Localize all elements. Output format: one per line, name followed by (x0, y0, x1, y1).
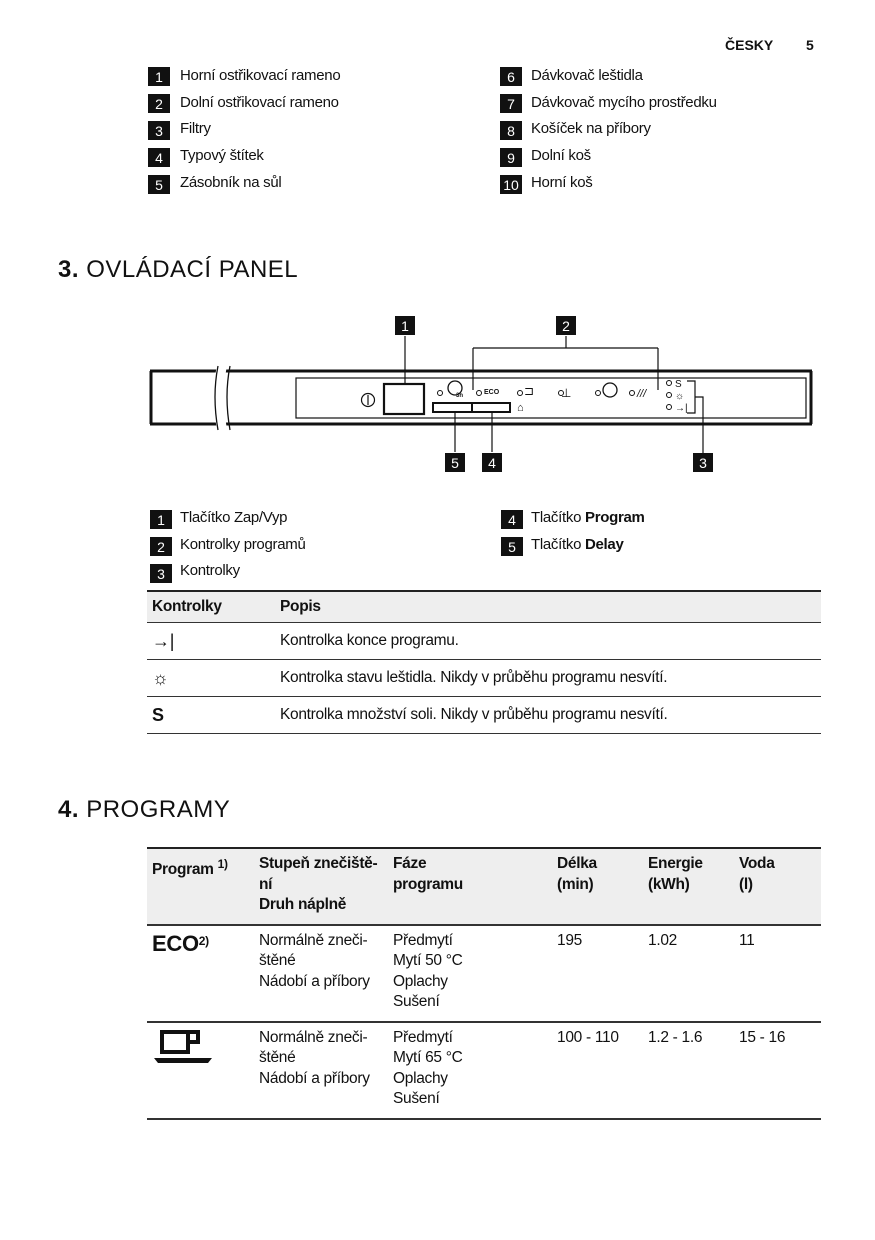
section-title: PROGRAMY (86, 796, 231, 823)
table-header (147, 591, 821, 623)
legend-label: Dolní ostřikovací rameno (180, 94, 339, 111)
legend-number: 4 (148, 148, 170, 167)
page-number: 5 (806, 37, 814, 53)
header-text: programu (393, 875, 463, 893)
cell-text: Předmytí (393, 931, 453, 949)
legend-label: Dolní koš (531, 147, 591, 164)
water-cell: 15 - 16 (739, 1028, 786, 1046)
svg-text:S: S (675, 379, 682, 390)
program-eco (147, 925, 254, 1022)
button-name: Program (584, 509, 645, 526)
section-heading-programs (58, 796, 230, 824)
cell-text: Nádobí a příbory (259, 972, 370, 990)
button-name: Delay (584, 536, 624, 553)
svg-text:⊐: ⊐ (524, 384, 535, 398)
callout-2: 2 (562, 318, 570, 334)
svg-text:⊥: ⊥ (561, 386, 572, 400)
legend-number: 2 (150, 537, 172, 556)
column-header-program (147, 848, 254, 925)
section-heading-control-panel (58, 256, 298, 284)
cell-text: Sušení (393, 993, 440, 1010)
cell-text: Oplachy (393, 972, 448, 990)
column-header-duration (552, 848, 643, 925)
cell-text: Předmytí (393, 1028, 453, 1046)
eco-label: ECO (484, 389, 500, 396)
rinse-aid-icon: ☼ (152, 667, 169, 688)
svg-text:☼: ☼ (675, 391, 685, 402)
footnote-ref: 2) (198, 933, 209, 948)
section-title: OVLÁDACÍ PANEL (86, 256, 299, 283)
program-name: ECO (152, 930, 199, 956)
legend-label: Dávkovač mycího prostředku (531, 94, 717, 111)
phases-cell (388, 1022, 552, 1119)
cell-text: Nádobí a příbory (259, 1069, 370, 1087)
legend-number: 5 (148, 175, 170, 194)
column-header-energy (643, 848, 734, 925)
cup-icon (152, 1028, 214, 1066)
legend-number: 1 (148, 67, 170, 86)
callout-1: 1 (401, 318, 409, 334)
callout-3: 3 (699, 455, 707, 471)
programs-table (147, 847, 821, 1120)
indicators-table (147, 590, 821, 734)
header-text: Program (152, 861, 214, 879)
cell-text: Normálně zneči- (259, 931, 368, 949)
table-row (147, 697, 821, 734)
legend-label: Typový štítek (180, 147, 264, 164)
energy-cell: 1.2 - 1.6 (648, 1028, 703, 1046)
header-text: ní (259, 875, 273, 893)
cell-text: štěné (259, 952, 296, 969)
column-header-soil (254, 848, 388, 925)
legend-label: Tlačítko Zap/Vyp (180, 509, 288, 526)
legend-label: Filtry (180, 120, 211, 137)
cell-text: štěné (259, 1049, 296, 1066)
cell-text: Normálně zneči- (259, 1028, 368, 1046)
cell-text: Mytí 50 °C (393, 952, 463, 969)
table-header (147, 848, 821, 925)
svg-text:///: /// (637, 388, 647, 400)
header-text: (min) (557, 875, 594, 893)
legend-label: Horní koš (531, 174, 593, 191)
cell-text: Sušení (393, 1090, 440, 1107)
column-header: Popis (280, 598, 321, 615)
legend-label (531, 509, 645, 526)
table-row (147, 925, 821, 1022)
program-quick (147, 1022, 254, 1119)
footnote-ref: 1) (217, 857, 228, 871)
control-panel-diagram (0, 300, 875, 480)
header-text: Druh náplně (259, 896, 347, 913)
legend-number: 2 (148, 94, 170, 113)
legend-label: Kontrolky programů (180, 536, 306, 553)
duration-cell: 100 - 110 (557, 1028, 619, 1046)
indicator-description: Kontrolka konce programu. (280, 632, 459, 649)
svg-text:3h: 3h (456, 393, 464, 399)
indicator-description: Kontrolka množství soli. Nikdy v průběhu programu nesvítí. (280, 706, 668, 723)
column-header: Kontrolky (152, 598, 222, 615)
legend-label: Zásobník na sůl (180, 174, 282, 191)
phases-cell (388, 925, 552, 1022)
legend-text: Tlačítko (531, 509, 585, 526)
header-text: (kWh) (648, 875, 690, 893)
legend-number: 9 (500, 148, 522, 167)
column-header-phases (388, 848, 552, 925)
legend-number: 5 (501, 537, 523, 556)
soil-cell (254, 1022, 388, 1119)
header-text: Fáze (393, 855, 427, 872)
table-row (147, 623, 821, 660)
end-arrow-icon: →| (152, 630, 175, 651)
language-label: ČESKY (725, 37, 774, 53)
header-text: Stupeň znečiště- (259, 855, 378, 872)
cell-text: Oplachy (393, 1069, 448, 1087)
indicator-description: Kontrolka stavu leštidla. Nikdy v průběhu programu nesvítí. (280, 669, 668, 686)
legend-label: Košíček na příbory (531, 120, 651, 137)
legend-label: Dávkovač leštidla (531, 67, 643, 84)
header-text: (l) (739, 875, 753, 893)
cell-text: Mytí 65 °C (393, 1049, 463, 1066)
callout-4: 4 (488, 455, 496, 471)
legend-number: 10 (500, 175, 522, 194)
header-text: Voda (739, 855, 775, 872)
section-number: 3. (58, 256, 80, 283)
salt-icon: S (152, 704, 164, 725)
svg-text:→|: →| (675, 403, 688, 414)
energy-cell: 1.02 (648, 931, 677, 949)
legend-number: 6 (500, 67, 522, 86)
callout-5: 5 (451, 455, 459, 471)
header-text: Délka (557, 855, 597, 872)
water-cell: 11 (739, 931, 755, 949)
legend-label: Kontrolky (180, 562, 240, 579)
duration-cell: 195 (557, 931, 582, 949)
section-number: 4. (58, 796, 80, 823)
legend-number: 3 (148, 121, 170, 140)
soil-cell (254, 925, 388, 1022)
table-row (147, 1022, 821, 1119)
legend-number: 1 (150, 510, 172, 529)
legend-number: 8 (500, 121, 522, 140)
svg-text:⌂: ⌂ (517, 402, 524, 414)
legend-label: Horní ostřikovací rameno (180, 67, 341, 84)
table-row (147, 660, 821, 697)
legend-number: 4 (501, 510, 523, 529)
column-header-water (734, 848, 821, 925)
legend-label (531, 536, 624, 553)
header-text: Energie (648, 855, 703, 872)
legend-number: 3 (150, 564, 172, 583)
legend-text: Tlačítko (531, 536, 585, 553)
legend-number: 7 (500, 94, 522, 113)
